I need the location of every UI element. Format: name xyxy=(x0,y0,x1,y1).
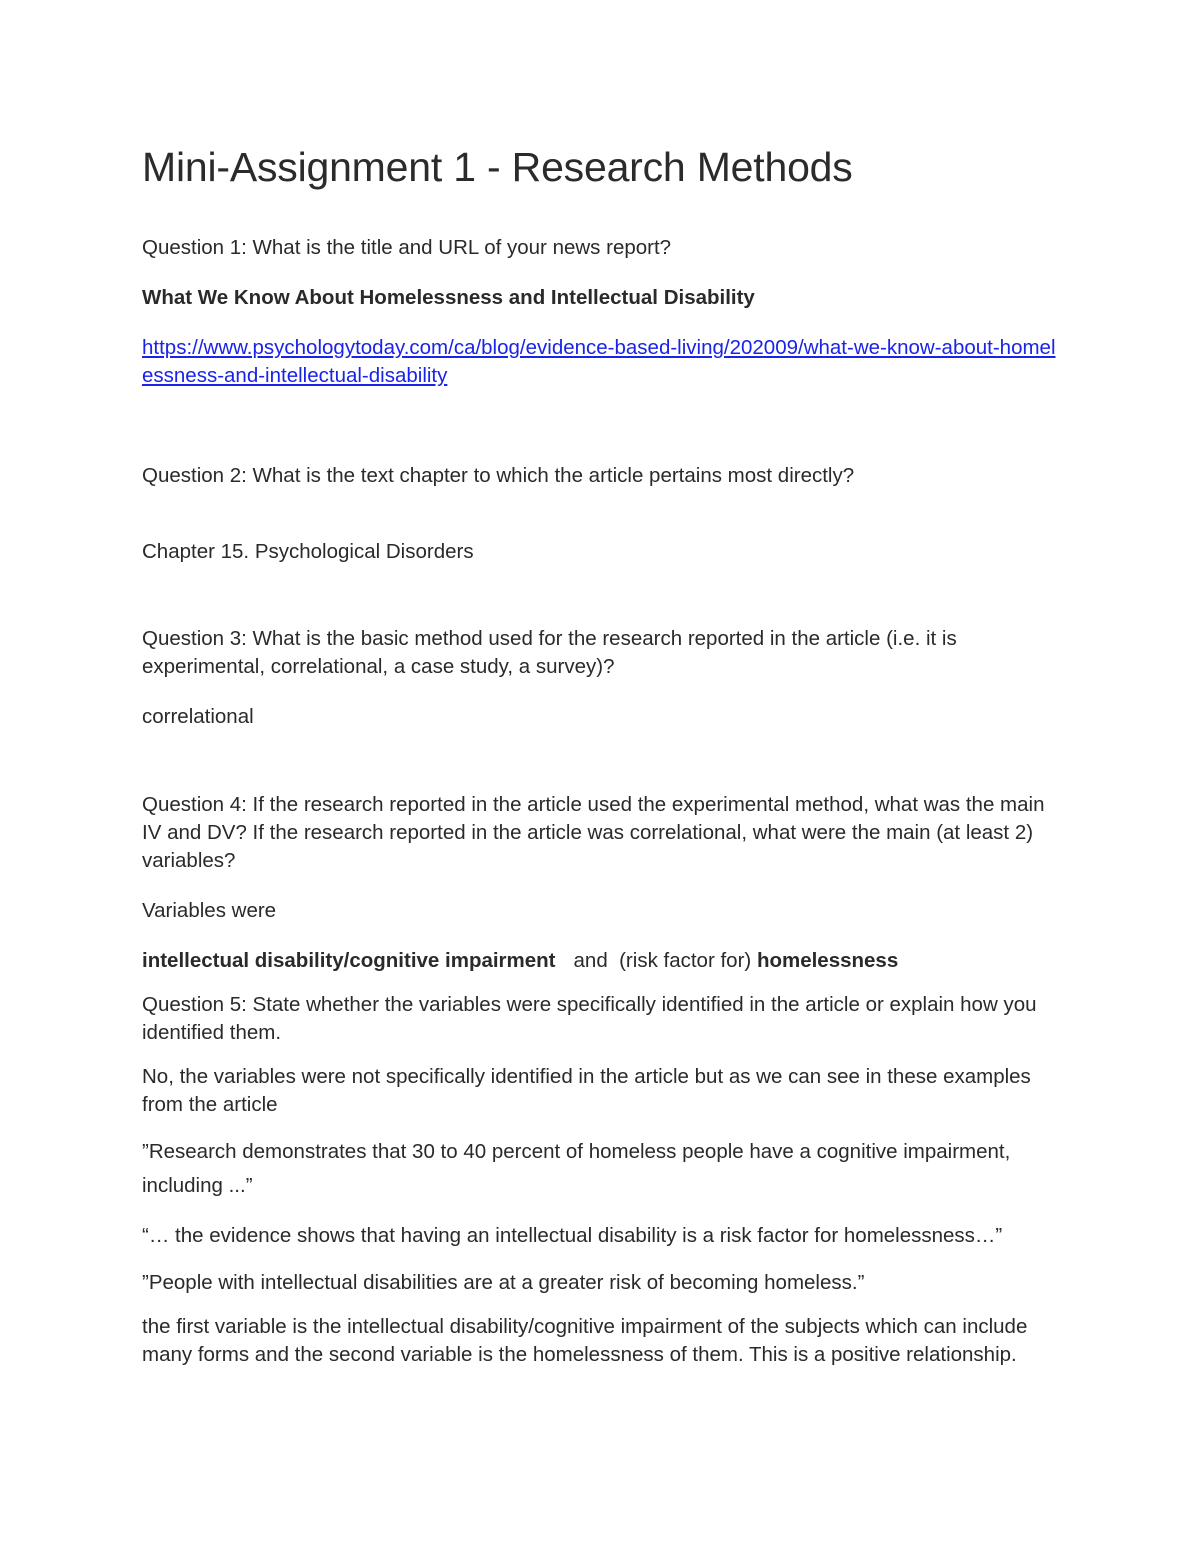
variable-1: intellectual disability/cognitive impairment xyxy=(142,949,556,972)
variable-connector: and (risk factor for) xyxy=(573,949,752,972)
document-title: Mini-Assignment 1 - Research Methods xyxy=(142,144,853,190)
article-title: What We Know About Homelessness and Intellectual Disability xyxy=(142,286,755,309)
question-1: Question 1: What is the title and URL of your news report? xyxy=(142,236,672,259)
answer-5-intro: No, the variables were not specifically identified in the article but as we can see in these examples from the article xyxy=(142,1065,1031,1116)
quote-1: ”Research demonstrates that 30 to 40 percent of homeless people have a cognitive impairment, including ...” xyxy=(142,1140,1011,1197)
variable-2: homelessness xyxy=(756,949,899,972)
quote-2: “… the evidence shows that having an intellectual disability is a risk factor for homelessness…” xyxy=(142,1224,1003,1247)
article-url-paragraph xyxy=(142,334,1062,390)
answer-2: Chapter 15. Psychological Disorders xyxy=(142,540,474,563)
question-5: Question 5: State whether the variables were specifically identified in the article or explain how you identified them. xyxy=(142,993,1037,1044)
quote-3: ”People with intellectual disabilities are at a greater risk of becoming homeless.” xyxy=(142,1271,865,1294)
answer-4-variables xyxy=(142,947,1062,975)
article-url-link[interactable]: https://www.psychologytoday.com/ca/blog/evidence-based-living/202009/what-we-know-about-homelessness-and-intellectual-disability xyxy=(142,336,1056,387)
question-3: Question 3: What is the basic method used for the research reported in the article (i.e. it is experimental, correlational, a case study, a survey)? xyxy=(142,627,957,678)
question-4: Question 4: If the research reported in the article used the experimental method, what was the main IV and DV? If the research reported in the article was correlational, what were the main (at least 2) variables? xyxy=(142,793,1045,872)
answer-4-intro: Variables were xyxy=(142,899,277,922)
document-body xyxy=(142,140,1062,1369)
answer-3: correlational xyxy=(142,705,254,728)
question-2: Question 2: What is the text chapter to which the article pertains most directly? xyxy=(142,464,855,487)
answer-5-conclusion: the first variable is the intellectual disability/cognitive impairment of the subjects which can include many forms and the second variable is the homelessness of them. This is a positive relationship. xyxy=(142,1315,1028,1366)
